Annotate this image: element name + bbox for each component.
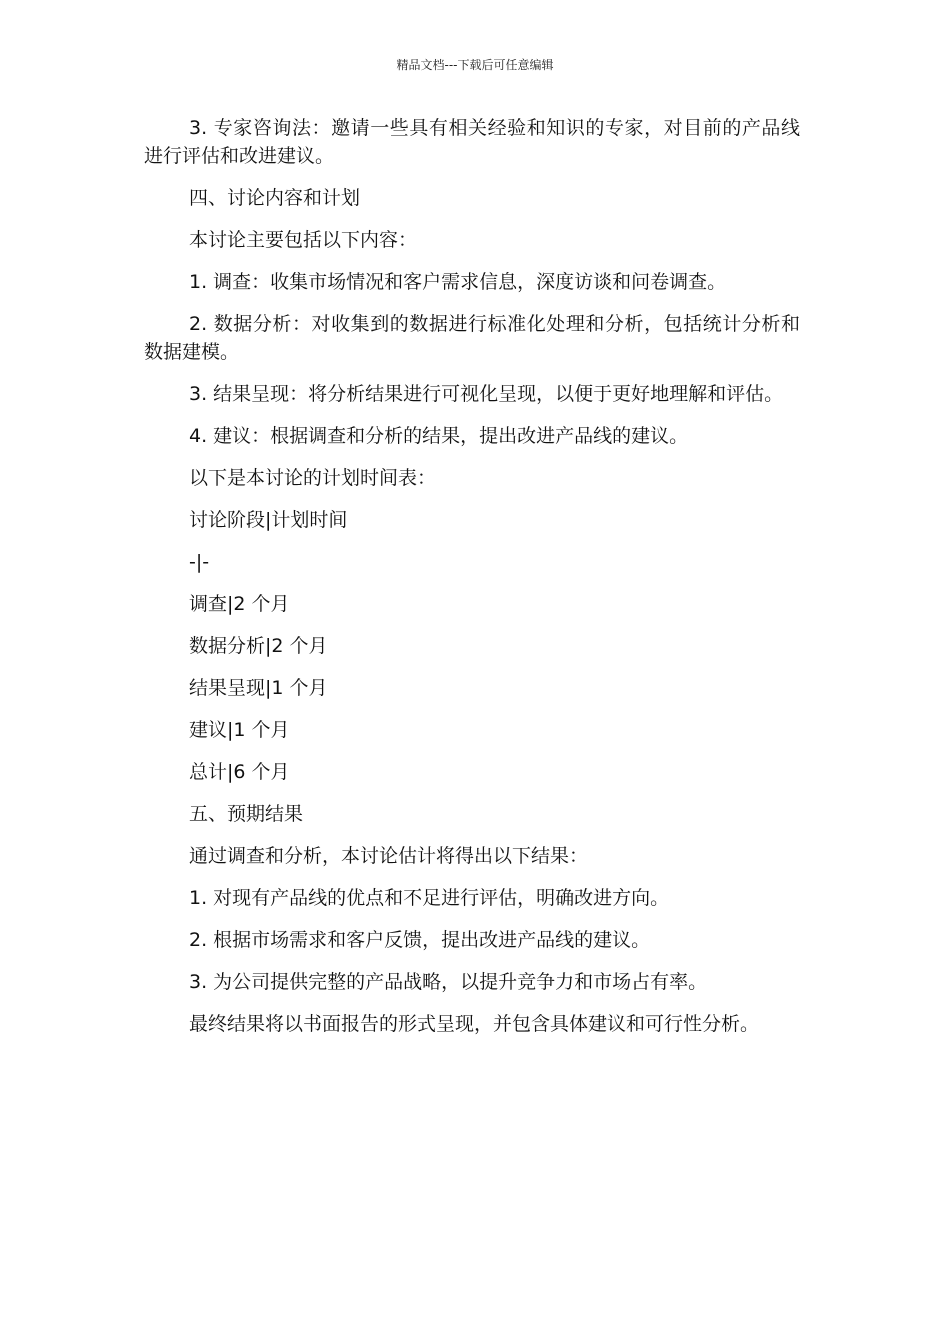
list-item-result: 3. 为公司提供完整的产品战略，以提升竞争力和市场占有率。: [189, 971, 708, 993]
paragraph-final-report: 最终结果将以书面报告的形式呈现，并包含具体建议和可行性分析。: [189, 1013, 760, 1035]
list-item-result: 1. 对现有产品线的优点和不足进行评估，明确改进方向。: [189, 887, 670, 909]
paragraph-content-intro: 本讨论主要包括以下内容：: [189, 229, 418, 251]
paragraph-schedule-intro: 以下是本讨论的计划时间表：: [189, 467, 437, 489]
list-item-result: 2. 根据市场需求和客户反馈，提出改进产品线的建议。: [189, 929, 651, 951]
schedule-row: 结果呈现|1 个月: [189, 677, 328, 699]
schedule-total-row: 总计|6 个月: [189, 761, 290, 783]
list-item-result-presentation: 3. 结果呈现：将分析结果进行可视化呈现，以便于更好地理解和评估。: [189, 383, 784, 405]
section-heading-expected-results: 五、预期结果: [189, 803, 304, 825]
section-heading-discussion-plan: 四、讨论内容和计划: [189, 187, 361, 209]
schedule-header-row: 讨论阶段|计划时间: [189, 509, 348, 531]
list-item-suggestions: 4. 建议：根据调查和分析的结果，提出改进产品线的建议。: [189, 425, 689, 447]
page-header: 精品文档---下载后可任意编辑: [396, 58, 554, 72]
schedule-row: 建议|1 个月: [189, 719, 290, 741]
list-item-survey: 1. 调查：收集市场情况和客户需求信息，深度访谈和问卷调查。: [189, 271, 727, 293]
paragraph-expert-consultation: 3. 专家咨询法：邀请一些具有相关经验和知识的专家，对目前的产品线进行评估和改进建议。: [144, 117, 800, 167]
paragraph-results-intro: 通过调查和分析，本讨论估计将得出以下结果：: [189, 845, 589, 867]
schedule-row: 数据分析|2 个月: [189, 635, 328, 657]
schedule-separator-row: -|-: [189, 551, 210, 573]
list-item-data-analysis: 2. 数据分析：对收集到的数据进行标准化处理和分析，包括统计分析和数据建模。: [144, 313, 800, 363]
schedule-row: 调查|2 个月: [189, 593, 290, 615]
document-body: [144, 114, 800, 1052]
